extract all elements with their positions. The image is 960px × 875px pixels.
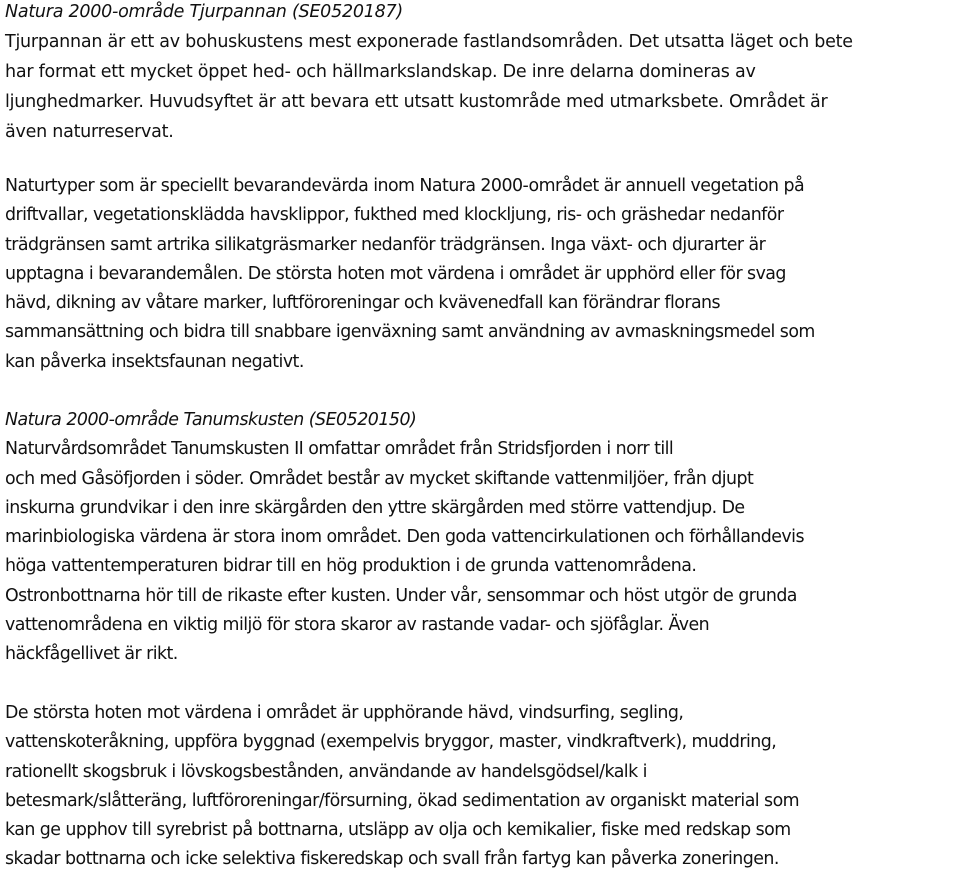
- text-line: vattenområdena en viktig miljö för stora skaror av rastande vadar- och sjöfåglar. Även: [5, 615, 710, 636]
- text-line: Tjurpannan är ett av bohuskustens mest exponerade fastlandsområden. Det utsatta läget och bete: [5, 32, 853, 52]
- text-line: hävd, dikning av våtare marker, luftföroreningar och kvävenedfall kan förändrar florans: [5, 293, 721, 314]
- text-line: marinbiologiska värdena är stora inom området. Den goda vattencirkulationen och förhållandevis: [5, 527, 804, 548]
- text-line: trädgränsen samt artrika silikatgräsmarker nedanför trädgränsen. Inga växt- och djurarter är: [5, 234, 766, 255]
- paragraph-hoten: [5, 699, 799, 875]
- text-line: ljunghedmarker. Huvudsyftet är att bevara ett utsatt kustområde med utmarksbete. Området är: [5, 92, 828, 112]
- text-line: sammansättning och bidra till snabbare igenväxning samt användning av avmaskningsmedel som: [5, 322, 815, 343]
- text-line: har format ett mycket öppet hed- och hällmarkslandskap. De inre delarna domineras av: [5, 62, 756, 82]
- text-line: och med Gåsöfjorden i söder. Området består av mycket skiftande vattenmiljöer, från djupt: [5, 468, 754, 489]
- section-tanumskusten: [5, 406, 804, 670]
- section-tjurpannan: [5, 0, 853, 147]
- text-line: rationellt skogsbruk i lövskogsbestånden, användande av handelsgödsel/kalk i: [5, 761, 647, 782]
- text-line: häckfågellivet är rikt.: [5, 644, 178, 665]
- text-line: vattenskoteråkning, uppföra byggnad (exempelvis bryggor, master, vindkraftverk), muddring,: [5, 732, 777, 753]
- text-line: kan påverka insektsfaunan negativt.: [5, 351, 304, 372]
- section-title-tanumskusten: Natura 2000-område Tanumskusten (SE0520150): [5, 410, 417, 430]
- text-line: upptagna i bevarandemålen. De största hoten mot värdena i området är upphörd eller för svag: [5, 263, 786, 284]
- text-line: skadar bottnarna och icke selektiva fiskeredskap och svall från fartyg kan påverka zoneringen.: [5, 849, 779, 870]
- text-line: Ostronbottnarna hör till de rikaste efter kusten. Under vår, sensommar och höst utgör de grunda: [5, 585, 797, 606]
- text-line: inskurna grundvikar i den inre skärgården den yttre skärgården med större vattendjup. De: [5, 497, 745, 518]
- text-line: höga vattentemperaturen bidrar till en hög produktion i de grunda vattenområdena.: [5, 556, 697, 577]
- text-line: betesmark/slåtteräng, luftföroreningar/försurning, ökad sedimentation av organiskt material som: [5, 790, 800, 811]
- section-title-tjurpannan: Natura 2000-område Tjurpannan (SE0520187): [5, 2, 403, 22]
- text-line: Naturtyper som är speciellt bevarandevärda inom Natura 2000-området är annuell vegetation på: [5, 176, 805, 196]
- text-line: De största hoten mot värdena i området är upphörande hävd, vindsurfing, segling,: [5, 703, 684, 723]
- text-line: Naturvårdsområdet Tanumskusten II omfattar området från Stridsfjorden i norr till: [5, 439, 674, 460]
- text-line: kan ge upphov till syrebrist på bottnarna, utsläpp av olja och kemikalier, fiske med redskap som: [5, 820, 791, 841]
- paragraph-naturtyper: [5, 172, 815, 377]
- text-line: driftvallar, vegetationsklädda havsklippor, fukthed med klockljung, ris- och gräshedar nedanför: [5, 205, 784, 226]
- text-line: även naturreservat.: [5, 122, 174, 142]
